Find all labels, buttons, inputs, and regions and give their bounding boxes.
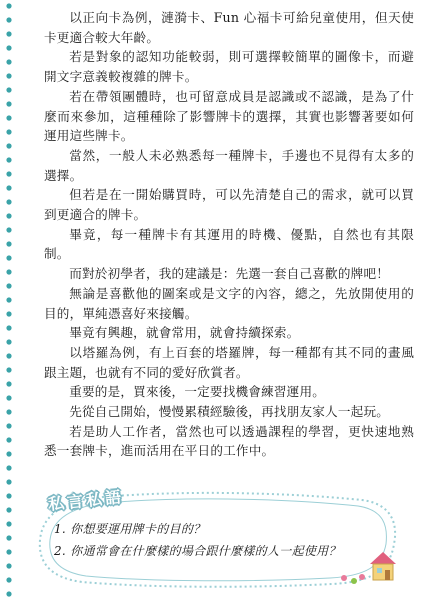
paragraph-5: 但若是在一開始購買時，可以先清楚自己的需求，就可以買到更適合的牌卡。 <box>44 187 414 223</box>
border-dot <box>6 395 11 400</box>
notes-box <box>32 484 402 592</box>
paragraph-13: 若是助人工作者，當然也可以透過課程的學習，更快速地熟悉一套牌卡，進而活用在平日的工作中。 <box>44 423 414 459</box>
paragraph-11: 重要的是，買來後，一定要找機會練習運用。 <box>69 384 326 400</box>
border-dot <box>6 479 11 484</box>
border-dot <box>6 451 11 456</box>
border-dot <box>6 73 11 78</box>
border-dot <box>6 437 11 442</box>
border-dot <box>6 577 11 582</box>
paragraph-6: 畢竟，每一種牌卡有其運用的時機、優點，自然也有其限制。 <box>44 226 414 262</box>
border-dot <box>6 157 11 162</box>
border-dot <box>6 171 11 176</box>
border-dot <box>6 535 11 540</box>
border-dot <box>6 185 11 190</box>
border-dot <box>6 255 11 260</box>
border-dot <box>6 269 11 274</box>
border-dot <box>6 199 11 204</box>
border-dot <box>6 59 11 64</box>
border-dot <box>6 283 11 288</box>
border-dot <box>6 493 11 498</box>
border-dot <box>6 45 11 50</box>
paragraph-7: 而對於初學者，我的建議是：先選一套自己喜歡的牌吧！ <box>69 266 390 282</box>
border-dot <box>6 353 11 358</box>
border-dot <box>6 339 11 344</box>
paragraph-1: 以正向卡為例，漣漪卡、Fun 心福卡可給兒童使用，但天使卡更適合較大年齡。 <box>44 10 414 45</box>
border-dot <box>6 3 11 8</box>
border-dot <box>6 227 11 232</box>
border-dot <box>6 549 11 554</box>
paragraph-3: 若在帶領團體時，也可留意成員是認識或不認識，是為了什麼而來參加，這種種除了影響牌卡的選擇，其實也影響著要如何運用這些牌卡。 <box>44 88 414 144</box>
border-dot <box>6 143 11 148</box>
paragraph-2: 若是對象的認知功能較弱，則可選擇較簡單的圖像卡，而避開文字意義較複雜的牌卡。 <box>44 49 414 85</box>
dot-border-svg <box>0 0 18 600</box>
border-dot <box>6 591 11 596</box>
question-2: 2. 你通常會在什麼樣的場合跟什麼樣的人一起使用？ <box>54 544 341 558</box>
main-text <box>44 8 414 461</box>
paragraph-12: 先從自己開始，慢慢累積經驗後，再找朋友家人一起玩。 <box>69 404 390 420</box>
border-dot <box>6 241 11 246</box>
paragraph-9: 畢竟有興趣，就會常用，就會持續探索。 <box>69 325 300 341</box>
border-dot <box>6 311 11 316</box>
border-dot <box>6 129 11 134</box>
question-1: 1. 你想要運用牌卡的目的？ <box>54 522 206 536</box>
border-dot <box>6 409 11 414</box>
border-dot <box>6 31 11 36</box>
border-dot <box>6 507 11 512</box>
border-dot <box>6 115 11 120</box>
border-dot <box>6 101 11 106</box>
border-dot <box>6 17 11 22</box>
border-dot <box>6 367 11 372</box>
paragraph-4: 當然，一般人未必熟悉每一種牌卡，手邊也不見得有太多的選擇。 <box>44 147 414 183</box>
house-icon <box>368 550 398 586</box>
border-dot <box>6 423 11 428</box>
border-dot <box>6 297 11 302</box>
border-dot <box>6 381 11 386</box>
border-dot <box>6 213 11 218</box>
decorative-dot-border <box>0 0 18 600</box>
border-dot <box>6 325 11 330</box>
paragraph-8: 無論是喜歡他的圖案或是文字的內容，總之，先放開使用的目的，單純憑喜好來接觸。 <box>44 285 414 321</box>
border-dot <box>6 563 11 568</box>
border-dot <box>6 521 11 526</box>
paragraph-10: 以塔羅為例，有上百套的塔羅牌，每一種都有其不同的畫風跟主題，也就有不同的愛好欣賞者。 <box>44 344 414 380</box>
notes-tag: 私言私語 <box>47 487 125 514</box>
border-dot <box>6 465 11 470</box>
border-dot <box>6 87 11 92</box>
